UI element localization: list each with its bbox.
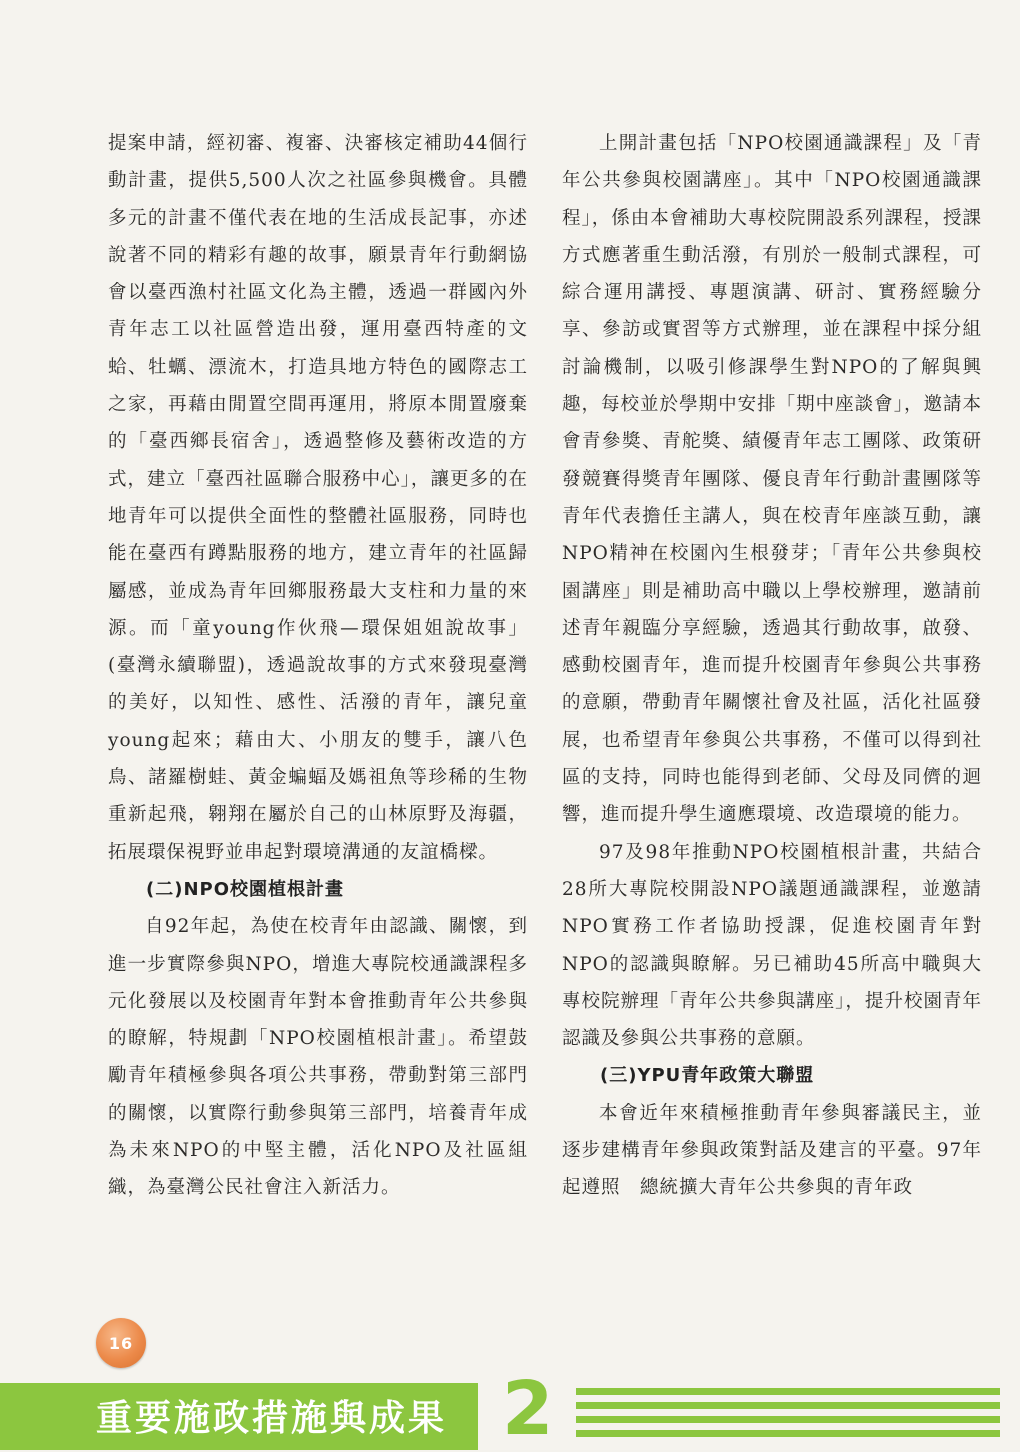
right-paragraph-1: 上開計畫包括「NPO校園通識課程」及「青年公共參與校園講座」。其中「NPO校園通識課程」，係由本會補助大專校院開設系列課程，授課方式應著重生動活潑，有別於一般制式課程，可綜合運用講授、專題演講、研討、實務經驗分享、參訪或實習等方式辦理，並在課程中採分組討論機制，以吸引修課學生對NPO的了解與興趣，每校並於學期中安排「期中座談會」，邀請本會青參獎、青舵獎、績優青年志工團隊、政策研發競賽得獎青年團隊、優良青年行動計畫團隊等青年代表擔任主講人，與在校青年座談互動，讓NPO精神在校園內生根發芽；「青年公共參與校園講座」則是補助高中職以上學校辦理，邀請前述青年親臨分享經驗，透過其行動故事，啟發、感動校園青年，進而提升校園青年參與公共事務的意願，帶動青年關懷社會及社區，活化社區發展，也希望青年參與公共事務，不僅可以得到社區的支持，同時也能得到老師、父母及同儕的迴響，進而提升學生適應環境、改造環境的能力。 xyxy=(562,133,982,826)
footer-stripe xyxy=(576,1416,1000,1423)
right-paragraph-3: 本會近年來積極推動青年參與審議民主，並逐步建構青年參與政策對話及建言的平臺。97年起遵照 總統擴大青年公共參與的青年政 xyxy=(562,1102,982,1199)
footer-stripe xyxy=(576,1430,1000,1437)
left-paragraph-2: 自92年起，為使在校青年由認識、關懷，到進一步實際參與NPO，增進大專院校通識課程多元化發展以及校園青年對本會推動青年公共參與的瞭解，特規劃「NPO校園植根計畫」。希望鼓勵青年積極參與各項公共事務，帶動對第三部門的關懷，以實際行動參與第三部門，培養青年成為未來NPO的中堅主體，活化NPO及社區組織，為臺灣公民社會注入新活力。 xyxy=(108,916,528,1199)
footer-stripes xyxy=(576,1388,1000,1444)
section-heading-npo: (二)NPO校園植根計畫 xyxy=(146,878,345,900)
footer-stripe xyxy=(576,1388,1000,1395)
footer-section-title: 重要施政措施與成果 xyxy=(96,1397,448,1439)
right-paragraph-2: 97及98年推動NPO校園植根計畫，共結合28所大專院校開設NPO議題通識課程，並邀請NPO實務工作者協助授課，促進校園青年對NPO的認識與瞭解。另已補助45所高中職與大專校院辦理「青年公共參與講座」，提升校園青年認識及參與公共事務的意願。 xyxy=(562,841,982,1050)
page-number: 16 xyxy=(108,1333,134,1353)
left-paragraph-1: 提案申請，經初審、複審、決審核定補助44個行動計畫，提供5,500人次之社區參與機會。具體多元的計畫不僅代表在地的生活成長記事，亦述說著不同的精彩有趣的故事，願景青年行動網協會以臺西漁村社區文化為主體，透過一群國內外青年志工以社區營造出發，運用臺西特產的文蛤、牡蠣、漂流木，打造具地方特色的國際志工之家，再藉由閒置空間再運用，將原本閒置廢棄的「臺西鄉長宿舍」，透過整修及藝術改造的方式，建立「臺西社區聯合服務中心」，讓更多的在地青年可以提供全面性的整體社區服務，同時也能在臺西有蹲點服務的地方，建立青年的社區歸屬感，並成為青年回鄉服務最大支柱和力量的來源。而「童young作伙飛—環保姐姐說故事」(臺灣永續聯盟)，透過說故事的方式來發現臺灣的美好，以知性、感性、活潑的青年，讓兒童young起來；藉由大、小朋友的雙手，讓八色鳥、諸羅樹蛙、黃金蝙蝠及媽祖魚等珍稀的生物重新起飛，翱翔在屬於自己的山林原野及海疆，拓展環保視野並串起對環境溝通的友誼橋樑。 xyxy=(108,133,528,863)
section-heading-ypu: (三)YPU青年政策大聯盟 xyxy=(600,1065,815,1087)
chapter-number: 2 xyxy=(502,1366,554,1452)
left-column xyxy=(108,125,528,1207)
right-column xyxy=(562,125,982,1207)
footer-stripe xyxy=(576,1402,1000,1409)
page-number-badge xyxy=(96,1318,146,1368)
